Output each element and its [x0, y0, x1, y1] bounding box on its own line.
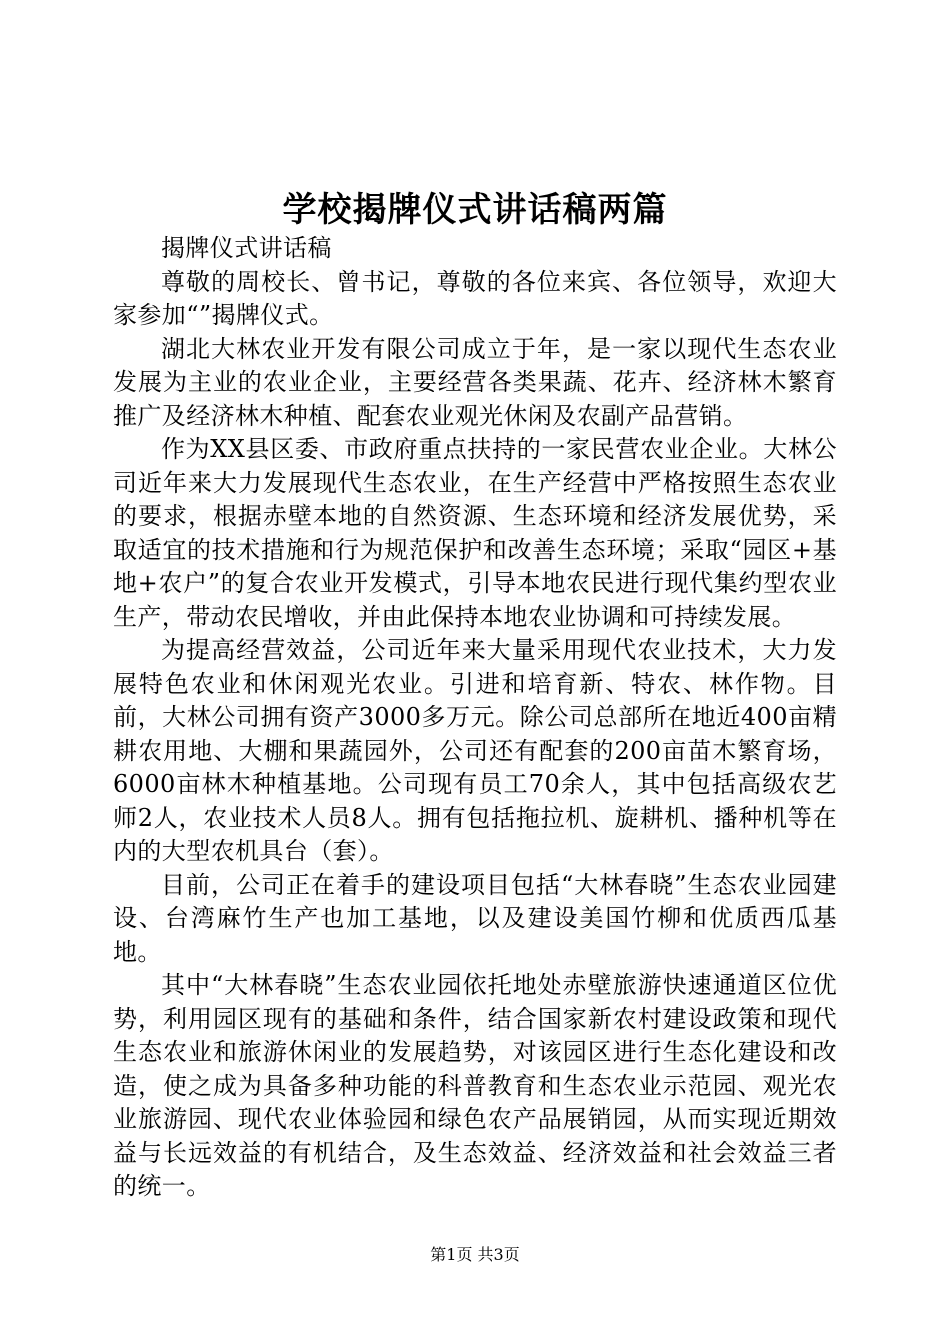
paragraph-greeting: 尊敬的周校长、曾书记，尊敬的各位来宾、各位领导，欢迎大家参加“”揭牌仪式。 [113, 267, 837, 329]
paragraph-projects: 目前，公司正在着手的建设项目包括“大林春晓”生态农业园建设、台湾麻竹生产也加工基地，以及建设美国竹柳和优质西瓜基地。 [113, 870, 837, 966]
document-title: 学校揭牌仪式讲话稿两篇 [282, 190, 668, 230]
page-footer: 第1页 共3页 [430, 1245, 520, 1264]
paragraph-development: 作为XX县区委、市政府重点扶持的一家民营农业企业。大林公司近年来大力发展现代生态农业，在生产经营中严格按照生态农业的要求，根据赤壁本地的自然资源、生态环境和经济发展优势，采取适宜的技术措施和行为规范保护和改善生态环境；采取“园区+基地+农户”的复合农业开发模式，引导本地农民进行现代集约型农业生产，带动农民增收，并由此保持本地农业协调和可持续发展。 [113, 435, 837, 631]
paragraph-assets: 为提高经营效益，公司近年来大量采用现代农业技术，大力发展特色农业和休闲观光农业。引进和培育新、特农、林作物。目前，大林公司拥有资产3000多万元。除公司总部所在地近400亩精耕农用地、大棚和果蔬园外，公司还有配套的200亩苗木繁育场，6000亩林木种植基地。公司现有员工70余人，其中包括高级农艺师2人，农业技术人员8人。拥有包括拖拉机、旋耕机、播种机等在内的大型农机具台（套）。 [113, 636, 837, 865]
paragraph-company-intro: 湖北大林农业开发有限公司成立于年，是一家以现代生态农业发展为主业的农业企业，主要经营各类果蔬、花卉、经济林木繁育推广及经济林木种植、配套农业观光休闲及农副产品营销。 [113, 334, 837, 430]
paragraph-subtitle: 揭牌仪式讲话稿 [161, 234, 332, 262]
paragraph-eco-park: 其中“大林春晓”生态农业园依托地处赤壁旅游快速通道区位优势，利用园区现有的基础和条件，结合国家新农村建设政策和现代生态农业和旅游休闲业的发展趋势，对该园区进行生态化建设和改造，使之成为具备多种功能的科普教育和生态农业示范园、观光农业旅游园、现代农业体验园和绿色农产品展销园，从而实现近期效益与长远效益的有机结合，及生态效益、经济效益和社会效益三者的统一。 [113, 971, 837, 1200]
document-body [113, 232, 837, 1204]
